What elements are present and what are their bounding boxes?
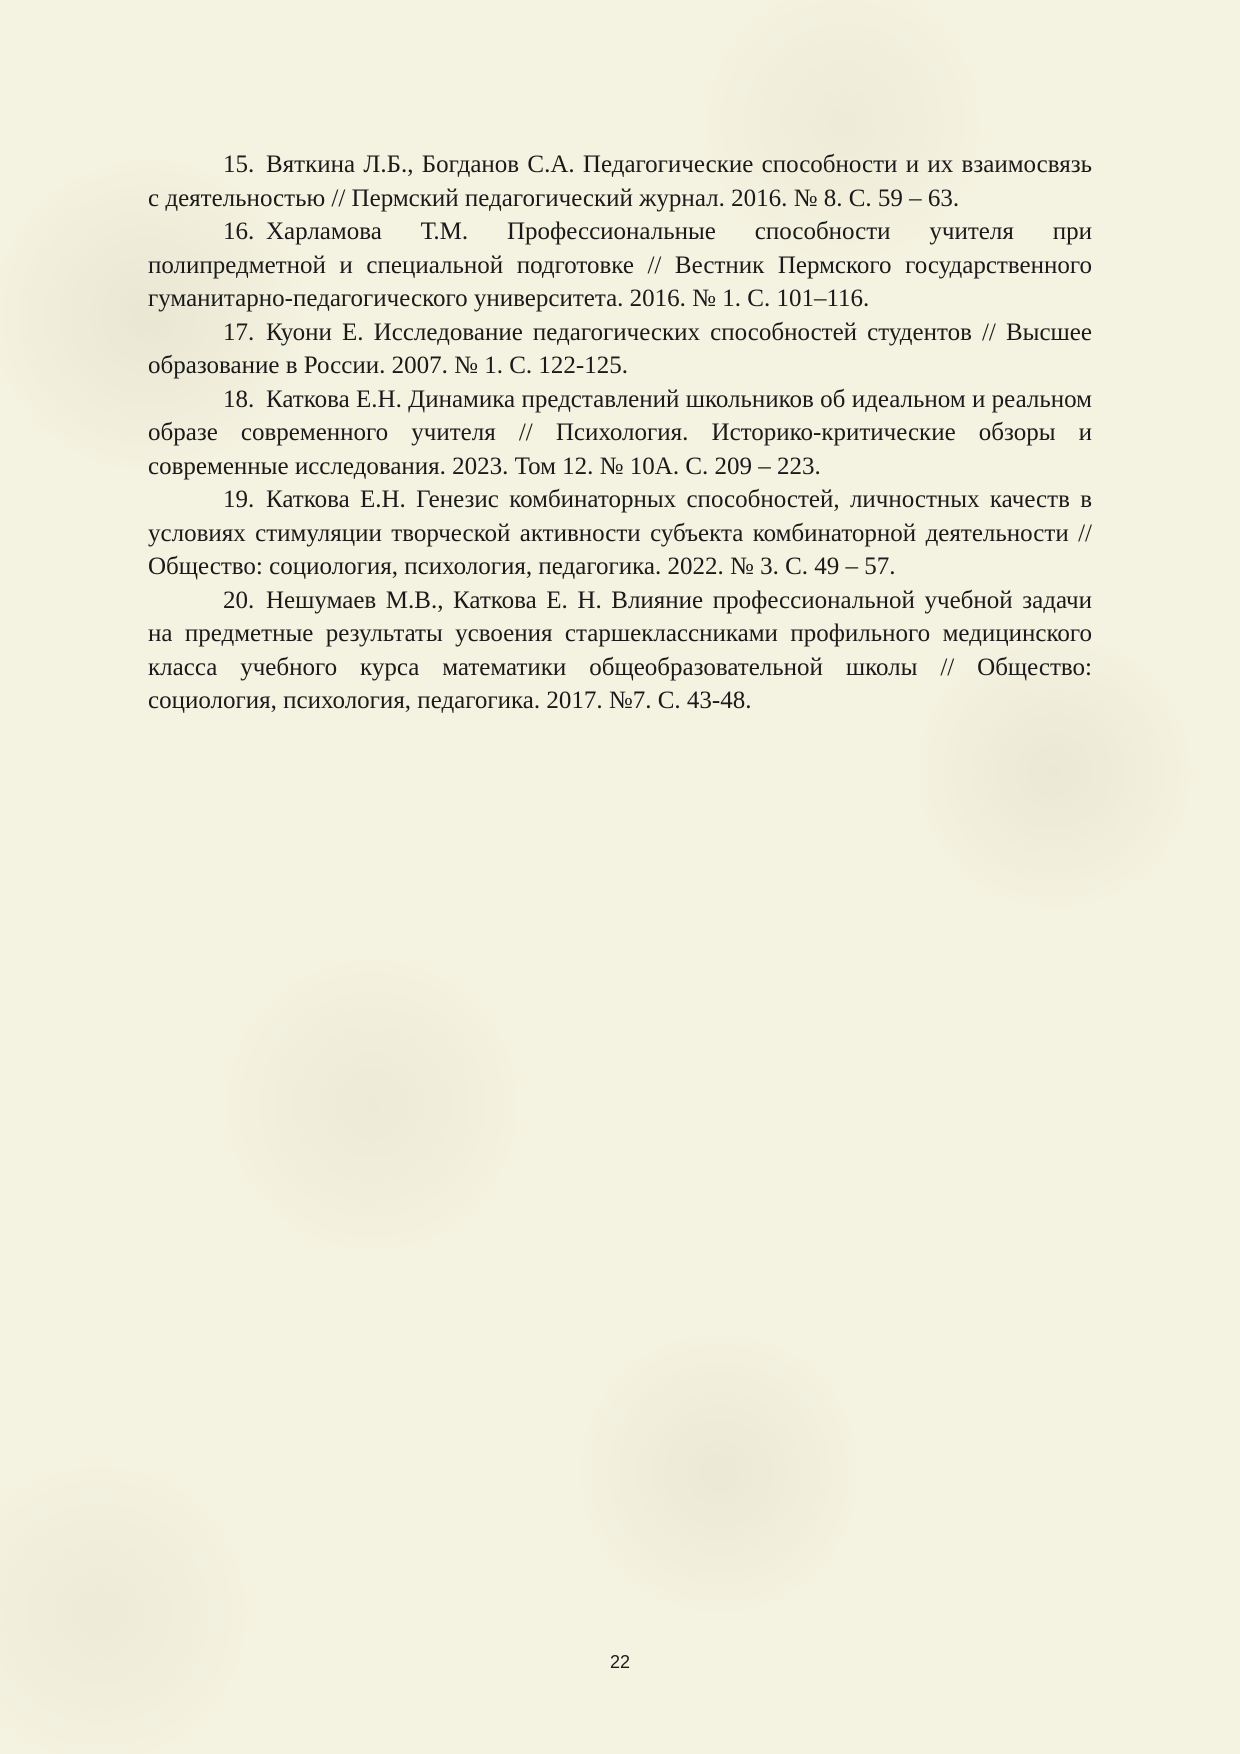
reference-text: Вяткина Л.Б., Богданов С.А. Педагогические способности и их взаимосвязь с деятельностью // Пермский педагогический журнал. 2016. № 8. С. 59 – 63. (148, 151, 1092, 212)
reference-number: 18. (223, 385, 255, 413)
reference-item-16 (148, 215, 1092, 316)
reference-list (148, 148, 1092, 718)
reference-number: 15. (223, 151, 255, 178)
reference-number: 19. (223, 486, 255, 513)
page-number: 22 (609, 1652, 631, 1672)
reference-item-17 (148, 316, 1092, 383)
reference-item-20 (148, 584, 1092, 718)
reference-text: Харламова Т.М. Профессиональные способности учителя при полипредметной и специальной подготовке // Вестник Пермского государственного гуманитарно-педагогического университета. 2016. № 1. С. 101–116. (148, 218, 1092, 312)
reference-text: Нешумаев М.В., Каткова Е. Н. Влияние профессиональной учебной задачи на предметные результаты усвоения старшеклассниками профильного медицинского класса учебного курса математики общеобразовательной школы // Общество: социология, психология, педагогика. 2017. №7. С. 43-48. (148, 586, 1092, 714)
reference-text: Куони Е. Исследование педагогических способностей студентов // Высшее образование в России. 2007. № 1. С. 122-125. (148, 318, 1092, 379)
reference-item-18 (148, 383, 1092, 484)
reference-number: 16. (223, 218, 255, 245)
reference-item-19 (148, 483, 1092, 584)
reference-number: 17. (223, 318, 255, 346)
reference-number: 20. (223, 586, 255, 614)
reference-text: Каткова Е.Н. Динамика представлений школьников об идеальном и реальном образе современного учителя // Психология. Историко-критические обзоры и современные исследования. 2023. Том 12. № 10А. С. 209 – 223. (148, 385, 1092, 480)
reference-item-15 (148, 148, 1092, 215)
reference-text: Каткова Е.Н. Генезис комбинаторных способностей, личностных качеств в условиях стимуляции творческой активности субъекта комбинаторной деятельности // Общество: социология, психология, педагогика. 2022. № 3. С. 49 – 57. (148, 486, 1092, 580)
